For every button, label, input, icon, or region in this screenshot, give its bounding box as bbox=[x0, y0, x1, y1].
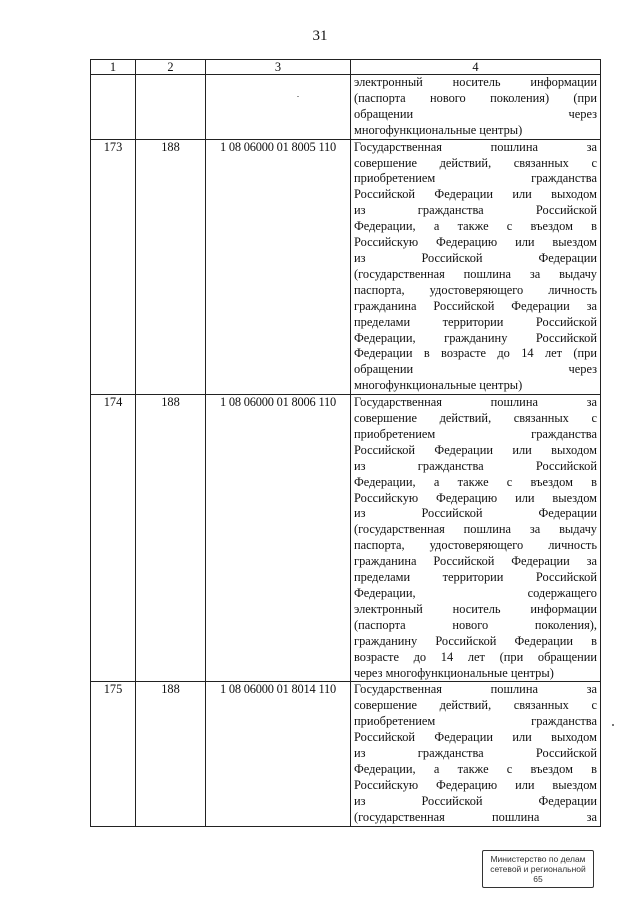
text-line: совершение действий, связанных с bbox=[354, 698, 597, 713]
text-line: (паспорта нового поколения), bbox=[354, 617, 597, 632]
text-line: из гражданства Российской bbox=[354, 458, 597, 473]
text-line: через многофункциональные центры) bbox=[354, 665, 554, 680]
text-line: Федерации, гражданину Российской bbox=[354, 330, 597, 345]
text-line: паспорта, удостоверяющего личность bbox=[354, 282, 597, 297]
admin-code: 188 bbox=[136, 139, 206, 395]
text-line: Федерации, а также с въездом в bbox=[354, 474, 597, 489]
text-line: приобретением гражданства bbox=[354, 171, 597, 186]
text-line: Федерации, содержащего bbox=[354, 586, 597, 600]
text-line: обращении через bbox=[354, 106, 597, 121]
text-line: (государственная пошлина за выдачу bbox=[354, 522, 597, 537]
text-line: Государственная пошлина за bbox=[354, 682, 597, 697]
text-line: Федерации в возрасте до 14 лет (при bbox=[354, 346, 597, 361]
text-line: гражданина Российской Федерации за bbox=[354, 298, 597, 313]
text-line: из Российской Федерации bbox=[354, 250, 597, 265]
text-line: приобретением гражданства bbox=[354, 426, 597, 441]
table-row bbox=[91, 682, 601, 826]
text-line: Российскую Федерацию или выездом bbox=[354, 777, 597, 792]
text-line: совершение действий, связанных с bbox=[354, 411, 597, 426]
table-row bbox=[91, 395, 601, 682]
admin-code: 188 bbox=[136, 682, 206, 826]
text-line: из Российской Федерации bbox=[354, 506, 597, 521]
scan-speck bbox=[297, 96, 299, 97]
text-line: пределами территории Российской bbox=[354, 314, 597, 329]
text-line: Российской Федерации или выходом bbox=[354, 442, 597, 457]
row-number: 174 bbox=[91, 395, 136, 682]
text-line: Государственная пошлина за bbox=[354, 139, 597, 154]
text-line: (государственная пошлина за bbox=[354, 809, 597, 824]
empty-cell bbox=[136, 75, 206, 140]
text-line: возрасте до 14 лет (при обращении bbox=[354, 649, 597, 664]
text-line: гражданину Российской Федерации в bbox=[354, 633, 597, 648]
description-cell bbox=[351, 75, 601, 140]
text-line: Российскую Федерацию или выездом bbox=[354, 490, 597, 505]
column-header: 3 bbox=[206, 60, 351, 75]
text-line: (паспорта нового поколения) (при bbox=[354, 90, 597, 105]
text-line: Федерации, а также с въездом в bbox=[354, 219, 597, 234]
text-line: Государственная пошлина за bbox=[354, 395, 597, 410]
table-row-continued bbox=[91, 75, 601, 140]
admin-code: 188 bbox=[136, 395, 206, 682]
text-line: из гражданства Российской bbox=[354, 746, 597, 761]
description-cell bbox=[351, 682, 601, 826]
text-line: из Российской Федерации bbox=[354, 793, 597, 808]
text-line: пределами территории Российской bbox=[354, 570, 597, 585]
table-header-row bbox=[91, 60, 601, 75]
text-line: Российской Федерации или выходом bbox=[354, 187, 597, 202]
empty-cell bbox=[91, 75, 136, 140]
column-header: 4 bbox=[351, 60, 601, 75]
registration-stamp bbox=[482, 850, 594, 888]
text-line: из гражданства Российской bbox=[354, 203, 597, 218]
table-row bbox=[91, 139, 601, 395]
stamp-line: сетевой и региональной bbox=[490, 864, 586, 874]
row-number: 173 bbox=[91, 139, 136, 395]
page-number: 31 bbox=[312, 28, 328, 44]
text-line: Российскую Федерацию или выездом bbox=[354, 235, 597, 250]
text-line: многофункциональные центры) bbox=[354, 122, 523, 137]
row-number: 175 bbox=[91, 682, 136, 826]
empty-cell bbox=[206, 75, 351, 140]
text-line: электронный носитель информации bbox=[354, 601, 597, 616]
text-line: многофункциональные центры) bbox=[354, 378, 523, 393]
text-line: паспорта, удостоверяющего личность bbox=[354, 538, 597, 553]
column-header: 1 bbox=[91, 60, 136, 75]
text-line: обращении через bbox=[354, 362, 597, 377]
fees-table bbox=[90, 59, 601, 827]
text-line: Федерации, а также с въездом в bbox=[354, 761, 597, 776]
stamp-line: Министерство по делам bbox=[490, 854, 586, 864]
budget-code: 1 08 06000 01 8005 110 bbox=[206, 139, 351, 395]
text-line: (государственная пошлина за выдачу bbox=[354, 266, 597, 281]
text-line: совершение действий, связанных с bbox=[354, 155, 597, 170]
stamp-line: 65 bbox=[533, 874, 543, 884]
scan-speck bbox=[612, 724, 614, 726]
description-cell bbox=[351, 139, 601, 395]
column-header: 2 bbox=[136, 60, 206, 75]
text-line: приобретением гражданства bbox=[354, 714, 597, 729]
text-line: гражданина Российской Федерации за bbox=[354, 554, 597, 569]
budget-code: 1 08 06000 01 8006 110 bbox=[206, 395, 351, 682]
text-line: Российской Федерации или выходом bbox=[354, 730, 597, 745]
description-cell bbox=[351, 395, 601, 682]
budget-code: 1 08 06000 01 8014 110 bbox=[206, 682, 351, 826]
text-line: электронный носитель информации bbox=[354, 75, 597, 89]
